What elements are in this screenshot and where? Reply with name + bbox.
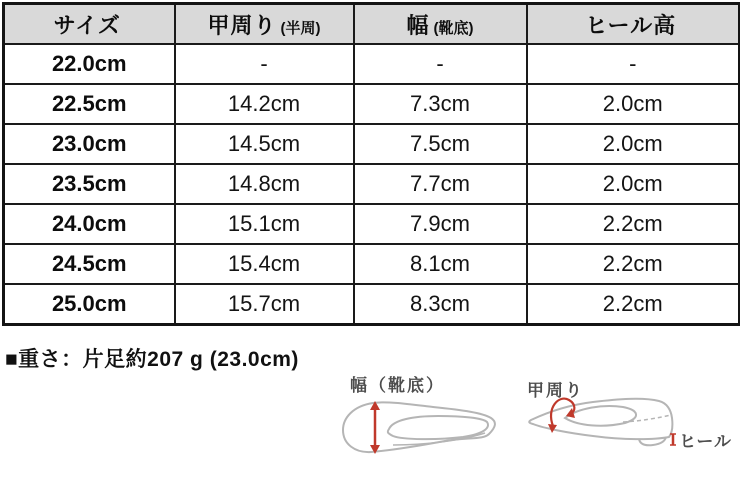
col-header-size — [4, 4, 175, 45]
cell-size: 22.0cm — [4, 44, 175, 84]
cell-size: 23.0cm — [4, 124, 175, 164]
size-table-body — [4, 44, 740, 325]
cell-heel: 2.2cm — [527, 244, 740, 284]
cell-width: - — [354, 44, 527, 84]
cell-width: 8.1cm — [354, 244, 527, 284]
cell-heel: 2.0cm — [527, 164, 740, 204]
cell-size: 25.0cm — [4, 284, 175, 325]
col-header-girth-sub: (半周) — [280, 19, 321, 37]
heel-diagram-label: ヒール — [679, 432, 732, 451]
col-header-width — [354, 4, 527, 45]
table-row — [4, 164, 740, 204]
cell-width: 7.5cm — [354, 124, 527, 164]
cell-heel: 2.2cm — [527, 204, 740, 244]
cell-girth: - — [175, 44, 354, 84]
col-header-width-sub: (靴底) — [433, 19, 474, 37]
table-row — [4, 124, 740, 164]
col-header-size-label: サイズ — [53, 12, 121, 38]
col-header-girth-label: 甲周り — [207, 12, 277, 38]
girth-diagram-label: 甲周り — [527, 381, 584, 400]
col-header-width-label: 幅 — [406, 12, 430, 38]
cell-width: 7.3cm — [354, 84, 527, 124]
size-table-wrap — [2, 2, 738, 326]
sole-top-view-diagram — [333, 388, 533, 476]
shoe-side-view-diagram — [523, 388, 738, 478]
cell-heel: 2.0cm — [527, 124, 740, 164]
cell-girth: 15.1cm — [175, 204, 354, 244]
cell-girth: 15.4cm — [175, 244, 354, 284]
cell-girth: 14.8cm — [175, 164, 354, 204]
table-row — [4, 244, 740, 284]
width-diagram-label: 幅（靴底） — [350, 376, 445, 395]
cell-size: 22.5cm — [4, 84, 175, 124]
table-row — [4, 44, 740, 84]
cell-size: 24.0cm — [4, 204, 175, 244]
table-row — [4, 204, 740, 244]
cell-girth: 15.7cm — [175, 284, 354, 325]
cell-size: 24.5cm — [4, 244, 175, 284]
size-table — [2, 2, 740, 326]
col-header-heel-label: ヒール高 — [585, 12, 677, 38]
cell-width: 7.9cm — [354, 204, 527, 244]
col-header-girth — [175, 4, 354, 45]
table-row — [4, 284, 740, 325]
col-header-heel — [527, 4, 740, 45]
table-row — [4, 84, 740, 124]
cell-width: 8.3cm — [354, 284, 527, 325]
cell-girth: 14.2cm — [175, 84, 354, 124]
table-header-row — [4, 4, 740, 45]
cell-size: 23.5cm — [4, 164, 175, 204]
cell-heel: 2.0cm — [527, 84, 740, 124]
vamp-opening-outline — [565, 406, 636, 426]
cell-girth: 14.5cm — [175, 124, 354, 164]
cell-width: 7.7cm — [354, 164, 527, 204]
cell-heel: 2.2cm — [527, 284, 740, 325]
dashed-line — [623, 415, 671, 422]
cell-heel: - — [527, 44, 740, 84]
weight-note: ■重さ：片足約207 g (23.0cm) — [5, 348, 299, 371]
